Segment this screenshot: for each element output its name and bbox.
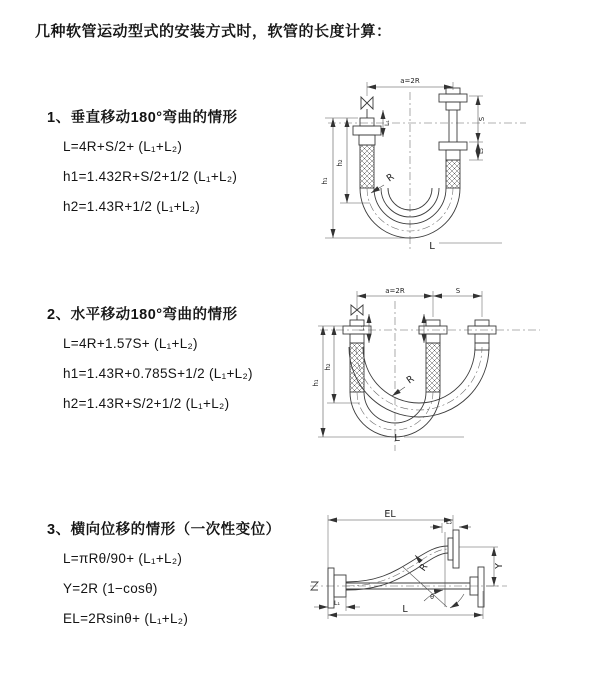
dim-l2 [430,519,471,533]
length-label-group [394,433,464,444]
dim-l2 [469,142,485,160]
section-1-heading: 1、垂直移动180°弯曲的情形 [47,110,238,126]
right-pipe-fitting [468,320,496,350]
left-pipe-fitting [353,118,381,145]
section-3-formula-EL: EL=2Rsinθ+ (L₁+L₂) [63,611,189,626]
radius-label: R [417,561,431,574]
upper-flange [448,530,459,568]
theta-label: θ [430,594,434,601]
dim-l1 [359,314,424,343]
diagram-lateral-displacement [302,505,567,660]
valve-icon [361,97,373,118]
dim-s-label: S [478,116,486,122]
section-2-formula-h2: h2=1.43R+S/2+1/2 (L₁+L₂) [63,396,230,411]
length-label: L [429,241,435,252]
dim-a2r [357,287,482,317]
dim-y [459,547,505,586]
section-2-formula-h1: h1=1.43R+0.785S+1/2 (L₁+L₂) [63,366,253,381]
dim-el-label: EL [384,509,396,520]
middle-hose-braid [426,343,440,392]
section-3-formula-L: L=πRθ/90+ (L₁+L₂) [63,551,183,566]
dim-h1-label: h₁ [312,379,320,387]
dim-l1-label: L₁ [384,119,391,127]
dim-s [433,287,482,296]
dim-l1-label: L₁ [359,324,366,332]
dim-l [328,591,483,619]
dim-h2-label: h₂ [336,159,344,167]
section-3-heading: 3、横向位移的情形（一次性变位） [47,522,281,538]
dim-s-label: S [455,287,461,295]
section-1-formula-L: L=4R+S/2+ (L₁+L₂) [63,139,183,154]
dim-s [469,96,486,142]
angle-construction [403,532,464,608]
dim-a2r-label: a=2R [400,77,420,85]
dim-l1 [383,110,391,137]
section-1-formula-h1: h1=1.432R+S/2+1/2 (L₁+L₂) [63,169,238,184]
radius-leader [392,373,417,396]
dim-h2-label: h₂ [324,363,332,371]
dim-h1-label: h₁ [321,177,329,185]
section-1-formula-h2: h2=1.43R+1/2 (L₁+L₂) [63,199,201,214]
length-label: L [402,604,408,615]
diagram-vertical-180-bend [312,66,542,256]
dim-l2-label: L₂ [478,147,485,155]
centerlines [328,92,526,249]
left-hose-braid [360,145,374,188]
right-hose-braid [446,160,460,188]
section-3-formula-Y: Y=2R (1−cosθ) [63,581,158,596]
length-label-group [429,241,502,252]
dim-el [328,509,453,619]
dim-a2r-label: a=2R [385,287,405,295]
radius-label: R [384,171,397,185]
right-pipe [449,110,457,142]
radius-leader [415,555,431,573]
hose-u-bend-wide [349,347,489,417]
right-pipe-fitting-lower [439,142,467,160]
right-pipe-fitting-upper [439,88,467,110]
length-label: L [394,433,400,444]
left-pipe-fitting [343,320,371,343]
dim-l1-label: L₁ [333,600,341,607]
section-2-formula-L: L=4R+1.57S+ (L₁+L₂) [63,336,198,351]
radius-label: R [404,373,417,387]
middle-pipe-fitting [419,320,447,343]
dim-l2-label: L₂ [445,519,453,526]
radius-leader [371,171,397,193]
right-flange [470,567,484,607]
dim-y-label: Y [494,563,505,569]
diagram-horizontal-180-bend [312,283,547,458]
section-2-heading: 2、水平移动180°弯曲的情形 [47,307,238,323]
page-title: 几种软管运动型式的安装方式时，软管的长度计算： [35,23,392,40]
